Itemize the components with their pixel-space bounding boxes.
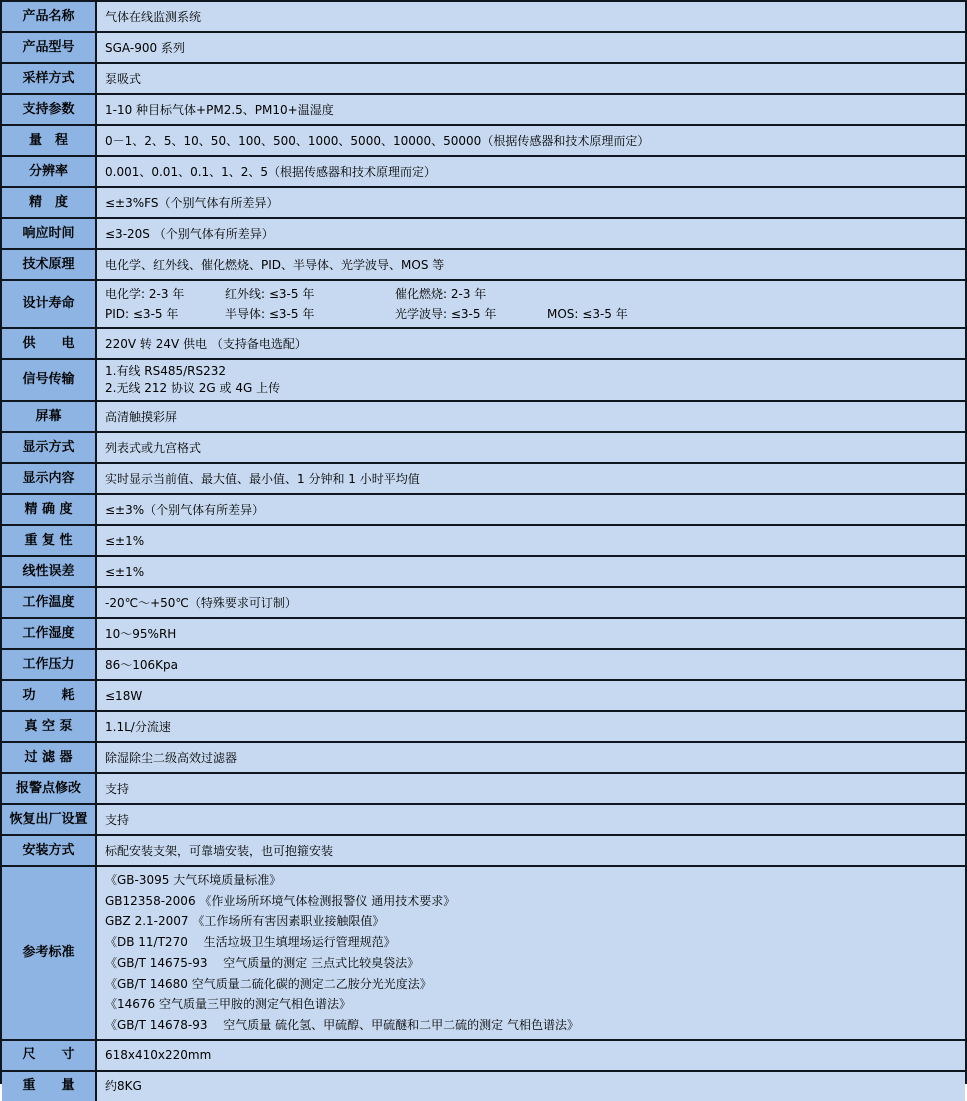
table-row [2, 433, 965, 464]
row-label: 参考标准 [2, 867, 97, 1039]
table-row [2, 2, 965, 33]
value-segment: 《GB/T 14678-93 空气质量 硫化氢、甲硫醇、甲硫醚和二甲二硫的测定 气相色谱法》 [105, 1017, 579, 1032]
row-value [97, 33, 965, 62]
row-value [97, 250, 965, 279]
value-segment: 《14676 空气质量三甲胺的测定气相色谱法》 [105, 997, 351, 1012]
value-line [105, 953, 957, 974]
value-line [105, 974, 957, 995]
table-row [2, 64, 965, 95]
value-line [105, 131, 957, 151]
row-label: 技术原理 [2, 250, 97, 279]
value-segment: 《DB 11/T270 生活垃圾卫生填埋场运行管理规范》 [105, 935, 396, 950]
value-line [105, 531, 957, 551]
value-segment: 高清触摸彩屏 [105, 409, 178, 424]
table-row [2, 360, 965, 402]
value-line [105, 284, 957, 304]
value-segment: 1.1L/分流速 [105, 719, 171, 734]
value-line [105, 469, 957, 489]
table-row [2, 219, 965, 250]
value-line [105, 748, 957, 768]
row-value [97, 712, 965, 741]
row-value [97, 681, 965, 710]
value-segment: ≤±1% [105, 533, 145, 548]
value-line [105, 224, 957, 244]
value-line [105, 407, 957, 427]
value-segment: 《GB/T 14675-93 空气质量的测定 三点式比较臭袋法》 [105, 955, 420, 970]
table-row [2, 805, 965, 836]
value-line [105, 334, 957, 354]
row-value [97, 867, 965, 1039]
value-segment: 0.001、0.01、0.1、1、2、5（根据传感器和技术原理而定） [105, 164, 437, 179]
row-value [97, 360, 965, 400]
value-segment: ≤18W [105, 688, 143, 703]
value-segment: 约8KG [105, 1079, 142, 1094]
value-segment: 标配安装支架，可靠墙安装，也可抱箍安装 [105, 843, 334, 858]
row-value [97, 95, 965, 124]
value-line [105, 562, 957, 582]
row-value [97, 64, 965, 93]
value-segment: 列表式或九宫格式 [105, 440, 202, 455]
value-segment: 0－1、2、5、10、50、100、500、1000、5000、10000、50000（根据传感器和技术原理而定） [105, 133, 650, 148]
table-row [2, 712, 965, 743]
value-segment: MOS: ≤3-5 年 [547, 307, 628, 321]
table-row [2, 743, 965, 774]
row-label: 工作压力 [2, 650, 97, 679]
row-value [97, 774, 965, 803]
value-segment: 除湿除尘二级高效过滤器 [105, 750, 238, 765]
row-label: 产品名称 [2, 2, 97, 31]
row-value [97, 219, 965, 248]
value-line [105, 717, 957, 737]
table-row [2, 867, 965, 1041]
table-row [2, 526, 965, 557]
value-segment: 《GB/T 14680 空气质量二硫化碳的测定二乙胺分光光度法》 [105, 976, 432, 991]
table-row [2, 95, 965, 126]
value-line [105, 932, 957, 953]
value-line [105, 304, 957, 324]
value-segment: 1-10 种目标气体+PM2.5、PM10+温湿度 [105, 102, 334, 117]
row-label: 精 确 度 [2, 495, 97, 524]
value-line [105, 779, 957, 799]
value-line [105, 363, 957, 380]
table-row [2, 157, 965, 188]
value-segment: 支持 [105, 812, 130, 827]
table-row [2, 650, 965, 681]
value-segment: ≤3-20S （个别气体有所差异） [105, 226, 274, 241]
table-row [2, 588, 965, 619]
row-label: 工作温度 [2, 588, 97, 617]
value-line [105, 380, 957, 397]
table-row [2, 281, 965, 329]
row-label: 过 滤 器 [2, 743, 97, 772]
value-segment: 光学波导: ≤3-5 年 [395, 307, 497, 321]
value-segment: 实时显示当前值、最大值、最小值、1 分钟和 1 小时平均值 [105, 471, 420, 486]
value-line [105, 500, 957, 520]
value-segment: 催化燃烧: 2-3 年 [395, 287, 487, 301]
value-segment: 气体在线监测系统 [105, 9, 202, 24]
row-value [97, 329, 965, 358]
row-label: 功 耗 [2, 681, 97, 710]
row-value [97, 650, 965, 679]
value-line [105, 1076, 957, 1096]
row-label: 量 程 [2, 126, 97, 155]
row-value [97, 126, 965, 155]
value-line [105, 911, 957, 932]
table-row [2, 681, 965, 712]
row-value [97, 2, 965, 31]
value-line [105, 255, 957, 275]
value-line [105, 870, 957, 891]
row-label: 分辨率 [2, 157, 97, 186]
row-label: 显示内容 [2, 464, 97, 493]
row-label: 显示方式 [2, 433, 97, 462]
row-value [97, 495, 965, 524]
value-line [105, 1045, 957, 1065]
table-row [2, 1041, 965, 1072]
table-row [2, 33, 965, 64]
row-value [97, 557, 965, 586]
row-label: 设计寿命 [2, 281, 97, 327]
table-row [2, 126, 965, 157]
table-row [2, 188, 965, 219]
row-label: 真 空 泵 [2, 712, 97, 741]
row-value [97, 1041, 965, 1070]
row-label: 重 量 [2, 1072, 97, 1101]
table-row [2, 329, 965, 360]
table-row [2, 402, 965, 433]
row-value [97, 588, 965, 617]
row-label: 精 度 [2, 188, 97, 217]
value-line [105, 1015, 957, 1036]
row-value [97, 464, 965, 493]
row-label: 响应时间 [2, 219, 97, 248]
value-line [105, 686, 957, 706]
value-segment: 电化学: 2-3 年 [105, 287, 185, 301]
table-row [2, 557, 965, 588]
value-segment: ≤±1% [105, 564, 145, 579]
value-segment: ≤±3%（个别气体有所差异） [105, 502, 265, 517]
row-value [97, 526, 965, 555]
table-row [2, 464, 965, 495]
row-label: 工作湿度 [2, 619, 97, 648]
value-segment: ≤±3%FS（个别气体有所差异） [105, 195, 279, 210]
value-line [105, 810, 957, 830]
value-line [105, 841, 957, 861]
value-segment: -20℃～+50℃（特殊要求可订制） [105, 595, 297, 610]
row-label: 重 复 性 [2, 526, 97, 555]
value-line [105, 624, 957, 644]
value-line [105, 655, 957, 675]
value-line [105, 593, 957, 613]
row-value [97, 188, 965, 217]
row-value [97, 743, 965, 772]
value-segment: 电化学、红外线、催化燃烧、PID、半导体、光学波导、MOS 等 [105, 257, 445, 272]
row-value [97, 157, 965, 186]
value-line [105, 193, 957, 213]
row-label: 支持参数 [2, 95, 97, 124]
value-segment: 220V 转 24V 供电 （支持备电选配） [105, 336, 307, 351]
row-label: 尺 寸 [2, 1041, 97, 1070]
value-line [105, 438, 957, 458]
row-label: 报警点修改 [2, 774, 97, 803]
value-segment: GBZ 2.1-2007 《工作场所有害因素职业接触限值》 [105, 914, 385, 929]
value-segment: 泵吸式 [105, 71, 142, 86]
value-segment: 86～106Kpa [105, 657, 179, 672]
value-segment: 10～95%RH [105, 626, 177, 641]
table-row [2, 774, 965, 805]
row-label: 线性误差 [2, 557, 97, 586]
row-value [97, 433, 965, 462]
row-value [97, 281, 965, 327]
value-segment: 支持 [105, 781, 130, 796]
value-segment: 2.无线 212 协议 2G 或 4G 上传 [105, 381, 281, 395]
table-row [2, 495, 965, 526]
row-value [97, 402, 965, 431]
row-label: 信号传输 [2, 360, 97, 400]
value-line [105, 38, 957, 58]
value-line [105, 100, 957, 120]
row-value [97, 805, 965, 834]
value-segment: 红外线: ≤3-5 年 [225, 287, 315, 301]
value-line [105, 7, 957, 27]
row-label: 恢复出厂设置 [2, 805, 97, 834]
row-value [97, 1072, 965, 1101]
value-line [105, 994, 957, 1015]
row-label: 屏幕 [2, 402, 97, 431]
row-label: 供 电 [2, 329, 97, 358]
value-segment: GB12358-2006 《作业场所环境气体检测报警仪 通用技术要求》 [105, 893, 456, 908]
value-segment: PID: ≤3-5 年 [105, 307, 179, 321]
value-line [105, 891, 957, 912]
value-segment: 半导体: ≤3-5 年 [225, 307, 315, 321]
row-value [97, 836, 965, 865]
value-segment: 1.有线 RS485/RS232 [105, 364, 227, 378]
table-row [2, 1072, 965, 1101]
table-row [2, 836, 965, 867]
value-line [105, 162, 957, 182]
value-line [105, 69, 957, 89]
value-segment: 618x410x220mm [105, 1048, 212, 1063]
row-label: 采样方式 [2, 64, 97, 93]
row-label: 产品型号 [2, 33, 97, 62]
row-label: 安装方式 [2, 836, 97, 865]
table-row [2, 250, 965, 281]
value-segment: 《GB-3095 大气环境质量标准》 [105, 873, 282, 887]
row-value [97, 619, 965, 648]
table-row [2, 619, 965, 650]
value-segment: SGA-900 系列 [105, 40, 185, 55]
